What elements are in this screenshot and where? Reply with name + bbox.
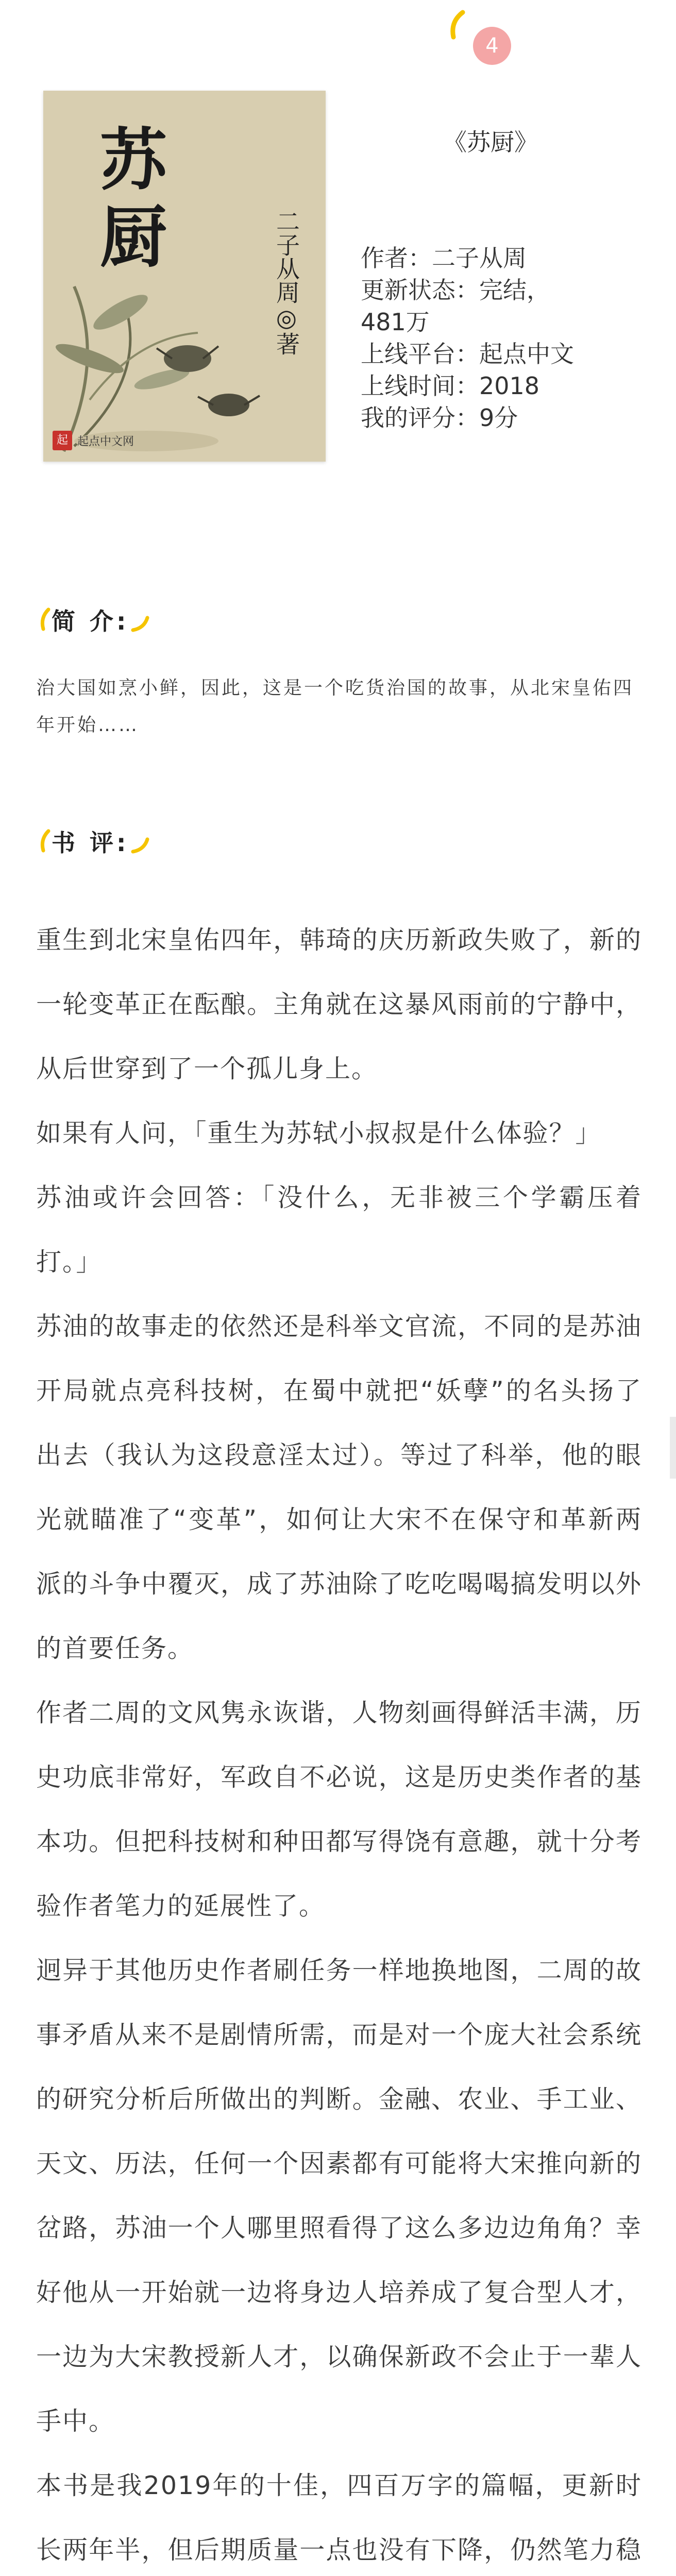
info-platform: 上线平台：起点中文	[361, 340, 574, 368]
review-heading-label: 书 评:	[52, 829, 129, 857]
info-word-count: 481万	[361, 308, 430, 336]
cover-publisher-logo	[53, 431, 134, 450]
cover-logo-text: 起点中文网	[77, 435, 134, 448]
intro-text: 治大国如烹小鲜，因此，这是一个吃货治国的故事，从北宋皇佑四年开始……	[36, 677, 634, 736]
review-paragraph: 本书是我2019年的十佳，四百万字的篇幅，更新时长两年半，但后期质量一点也没有下降，仍然笔力稳	[36, 2471, 642, 2565]
cover-title: 苏厨	[100, 121, 167, 277]
book-info	[361, 242, 649, 434]
review-paragraph: 作者二周的文风隽永诙谐，人物刻画得鲜活丰满，历史功底非常好，军政自不必说，这是历史类作者的基本功。但把科技树和种田都写得饶有意趣，就十分考验作者笔力的延展性了。	[36, 1698, 642, 1921]
open-arc-icon	[36, 826, 52, 857]
rank-badge-group	[447, 7, 525, 79]
close-arc-icon	[129, 826, 155, 857]
review-paragraph: 如果有人问，「重生为苏轼小叔叔是什么体验？」	[36, 1118, 602, 1148]
review-paragraph: 迥异于其他历史作者刷任务一样地换地图，二周的故事矛盾从来不是剧情所需，而是对一个庞大社会系统的研究分析后所做出的判断。金融、农业、手工业、天文、历法，任何一个因素都有可能将大宋推向新的岔路，苏油一个人哪里照看得了这么多边边角角？幸好他从一开始就一边将身边人培养成了复合型人才，一边为大宋教授新人才，以确保新政不会止于一辈人手中。	[36, 1956, 642, 2436]
qidian-logo-icon: 起	[53, 431, 72, 450]
rank-badge: 4	[473, 27, 511, 65]
book-cover	[43, 91, 326, 462]
open-arc-icon	[36, 604, 52, 635]
review-paragraph: 苏油或许会回答：「没什么，无非被三个学霸压着打。」	[36, 1183, 642, 1277]
info-rating: 我的评分：9分	[361, 404, 518, 432]
close-arc-icon	[129, 604, 155, 635]
intro-heading-label: 简 介:	[52, 607, 129, 635]
info-year: 上线时间：2018	[361, 372, 540, 400]
review-body	[36, 908, 642, 2576]
cover-author: 二子从周◎著	[273, 209, 300, 355]
review-heading	[36, 824, 155, 858]
review-paragraph: 苏油的故事走的依然还是科举文官流，不同的是苏油开局就点亮科技树，在蜀中就把“妖孽”的名头扬了出去（我认为这段意淫太过）。等过了科举，他的眼光就瞄准了“变革”，如何让大宋不在保守和革新两派的斗争中覆灭，成了苏油除了吃吃喝喝搞发明以外的首要任务。	[36, 1312, 642, 1663]
review-paragraph: 重生到北宋皇佑四年，韩琦的庆历新政失败了，新的一轮变革正在酝酿。主角就在这暴风雨前的宁静中，从后世穿到了一个孤儿身上。	[36, 925, 642, 1083]
info-status: 更新状态：完结，	[361, 276, 550, 304]
intro-heading	[36, 603, 155, 637]
scroll-indicator[interactable]	[670, 1417, 676, 1479]
book-title: 《苏厨》	[443, 128, 538, 156]
info-author: 作者：二子从周	[361, 244, 527, 272]
